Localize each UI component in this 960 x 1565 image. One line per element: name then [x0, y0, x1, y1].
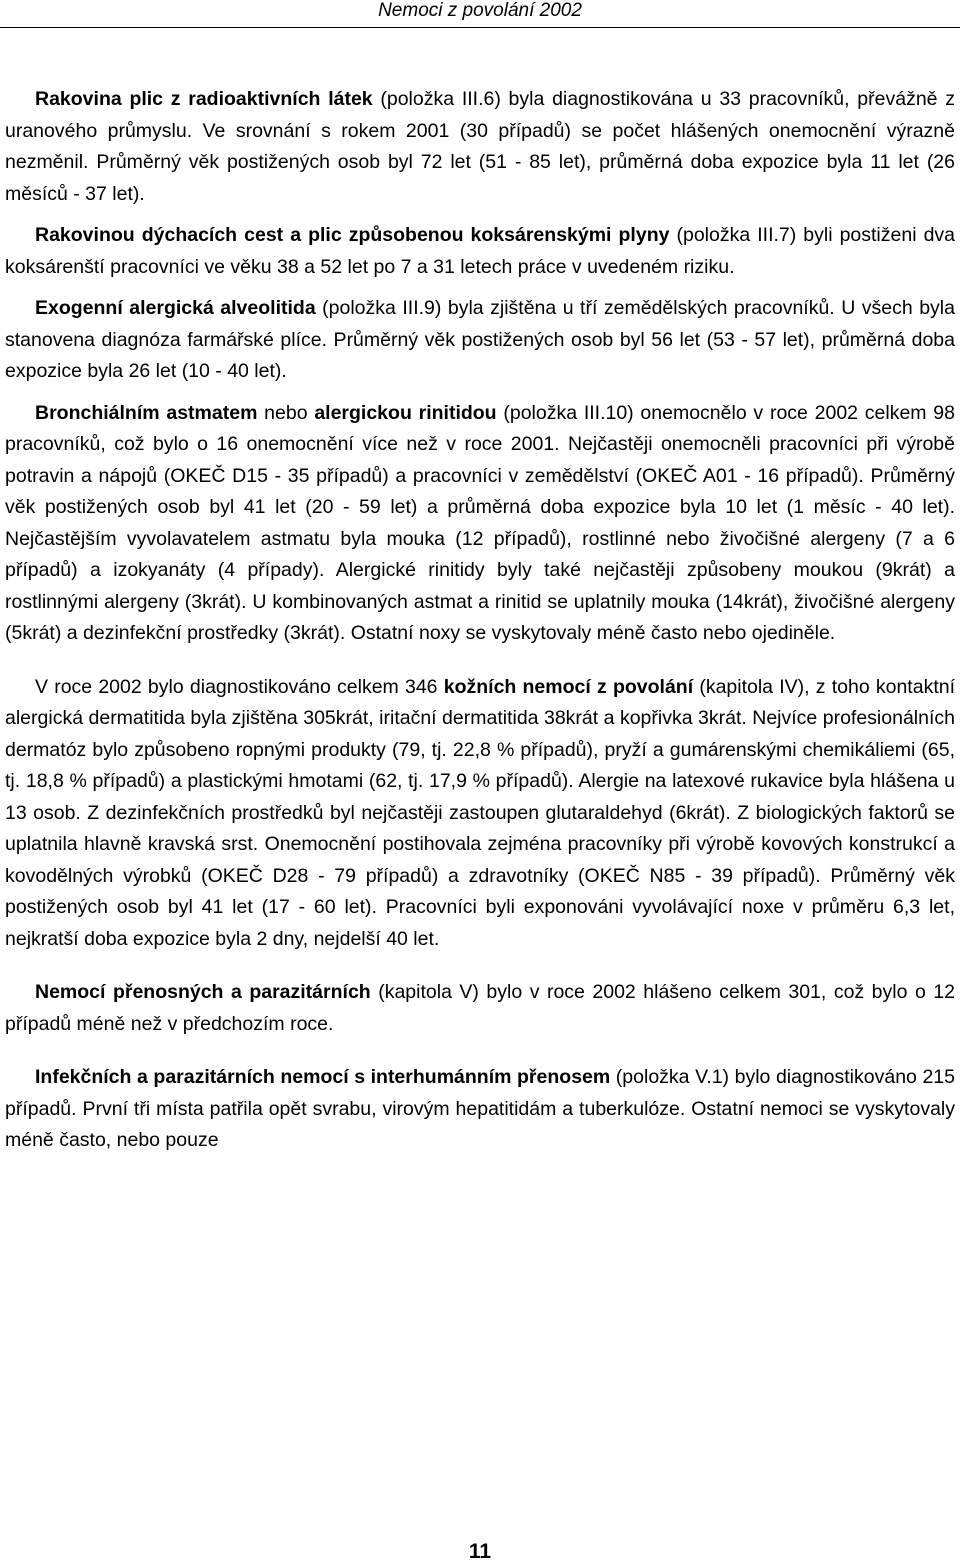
paragraph-interhuman-infections	[5, 1062, 955, 1157]
term-lung-cancer-radioactive: Rakovina plic z radioaktivních látek	[35, 88, 373, 110]
paragraph-text: (položka III.10) onemocnělo v roce 2002 celkem 98 pracovníků, což bylo o 16 onemocnění více než v roce 2001. Nejčastěji onemocněli pracovníci při výrobě potravin a nápojů (OKEČ D15 - 35 případů) a pracovníci v zemědělství (OKEČ A01 - 16 případů). Průměrný věk postižených osob byl 41 let (20 - 59 let) a průměrná doba expozice byla 10 let (1 měsíc - 40 let). Nejčastějším vyvolavatelem astmatu byla mouka (12 případů), rostlinné nebo živočišné alergeny (7 a 6 případů) a izokyanáty (4 případy). Alergické rinitidy byly také nejčastěji způsobeny moukou (9krát) a rostlinnými alergeny (3krát). U kombinovaných astmat a rinitid se uplatnily mouka (14krát), živočišné alergeny (5krát) a dezinfekční prostředky (3krát). Ostatní noxy se vyskytovaly méně často nebo ojediněle.	[5, 401, 955, 644]
paragraph-text: (položka III.6) byla diagnostikována u 33 pracovníků, převážně z uranového průmyslu. Ve srovnání s rokem 2001 (30 případů) se počet hlášených onemocnění výrazně nezměnil. Průměrný věk postižených osob byl 72 let (51 - 85 let), průměrná doba expozice byla 11 let (26 měsíců - 37 let).	[5, 88, 955, 205]
document-title: Nemoci z povolání 2002	[378, 0, 582, 21]
term-allergic-alveolitis: Exogenní alergická alveolitida	[35, 297, 316, 319]
term-respiratory-cancer-coke-gases: Rakovinou dýchacích cest a plic způsobenou koksárenskými plyny	[35, 224, 670, 246]
paragraph-text: (položka V.1) bylo diagnostikováno 215 případů. První tři místa patřila opět svrabu, virovým hepatitidám a tuberkulóze. Ostatní nemoci se vyskytovaly méně často, nebo pouze	[5, 1066, 955, 1151]
page-header	[0, 0, 960, 22]
paragraph-communicable-diseases	[5, 977, 955, 1040]
paragraph-lung-cancer-radioactive	[5, 84, 955, 210]
connector-text: nebo	[257, 401, 315, 424]
paragraph-allergic-alveolitis	[5, 293, 955, 388]
paragraph-text: (položka III.7) byli postiženi dva koksárenští pracovníci ve věku 38 a 52 let po 7 a 31 letech práce v uvedeném riziku.	[5, 224, 956, 278]
paragraph-text: (kapitola V) bylo v roce 2002 hlášeno celkem 301, což bylo o 12 případů méně než v předchozím roce.	[5, 981, 955, 1035]
header-divider	[0, 27, 960, 28]
paragraph-respiratory-cancer-coke-gases	[5, 220, 955, 283]
document-body	[5, 84, 955, 1167]
paragraph-lead-text: V roce 2002 bylo diagnostikováno celkem 346	[35, 675, 444, 698]
paragraph-skin-diseases	[5, 672, 955, 956]
paragraph-text: (kapitola IV), z toho kontaktní alergická dermatitida byla zjištěna 305krát, iritační dermatitida 38krát a kopřivka 3krát. Nejvíce profesionálních dermatóz bylo způsobeno ropnými produkty (79, tj. 22,8 % případů), pryží a gumárenskými chemikáliemi (65, tj. 18,8 % případů) a plastickými hmotami (62, tj. 17,9 % případů). Alergie na latexové rukavice byla hlášena u 13 osob. Z dezinfekčních prostředků byl nejčastěji zastoupen glutaraldehyd (6krát). Z biologických faktorů se uplatnila hlavně kravská srst. Onemocnění postihovala zejména pracovníky při výrobě kovových konstrukcí a kovodělných výrobků (OKEČ D28 - 79 případů) a zdravotníky (OKEČ N85 - 39 případů). Průměrný věk postižených osob byl 41 let (17 - 60 let). Pracovníci byli exponováni vyvolávající noxe v průměru 6,3 let, nejkratší doba expozice byla 2 dny, nejdelší 40 let.	[5, 675, 955, 950]
term-communicable-diseases: Nemocí přenosných a parazitárních	[35, 981, 371, 1003]
term-allergic-rhinitis: alergickou rinitidou	[314, 401, 497, 424]
term-bronchial-asthma: Bronchiálním astmatem	[35, 401, 258, 424]
paragraph-asthma-rhinitis	[5, 398, 955, 650]
paragraph-text: (položka III.9) byla zjištěna u tří zemědělských pracovníků. U všech byla stanovena diagnóza farmářské plíce. Průměrný věk postižených osob byl 56 let (53 - 57 let), průměrná doba expozice byla 26 let (10 - 40 let).	[5, 297, 955, 382]
page-number: 11	[468, 1540, 492, 1563]
term-interhuman-infections: Infekčních a parazitárních nemocí s interhumánním přenosem	[35, 1066, 611, 1088]
term-skin-diseases: kožních nemocí z povolání	[443, 675, 694, 698]
